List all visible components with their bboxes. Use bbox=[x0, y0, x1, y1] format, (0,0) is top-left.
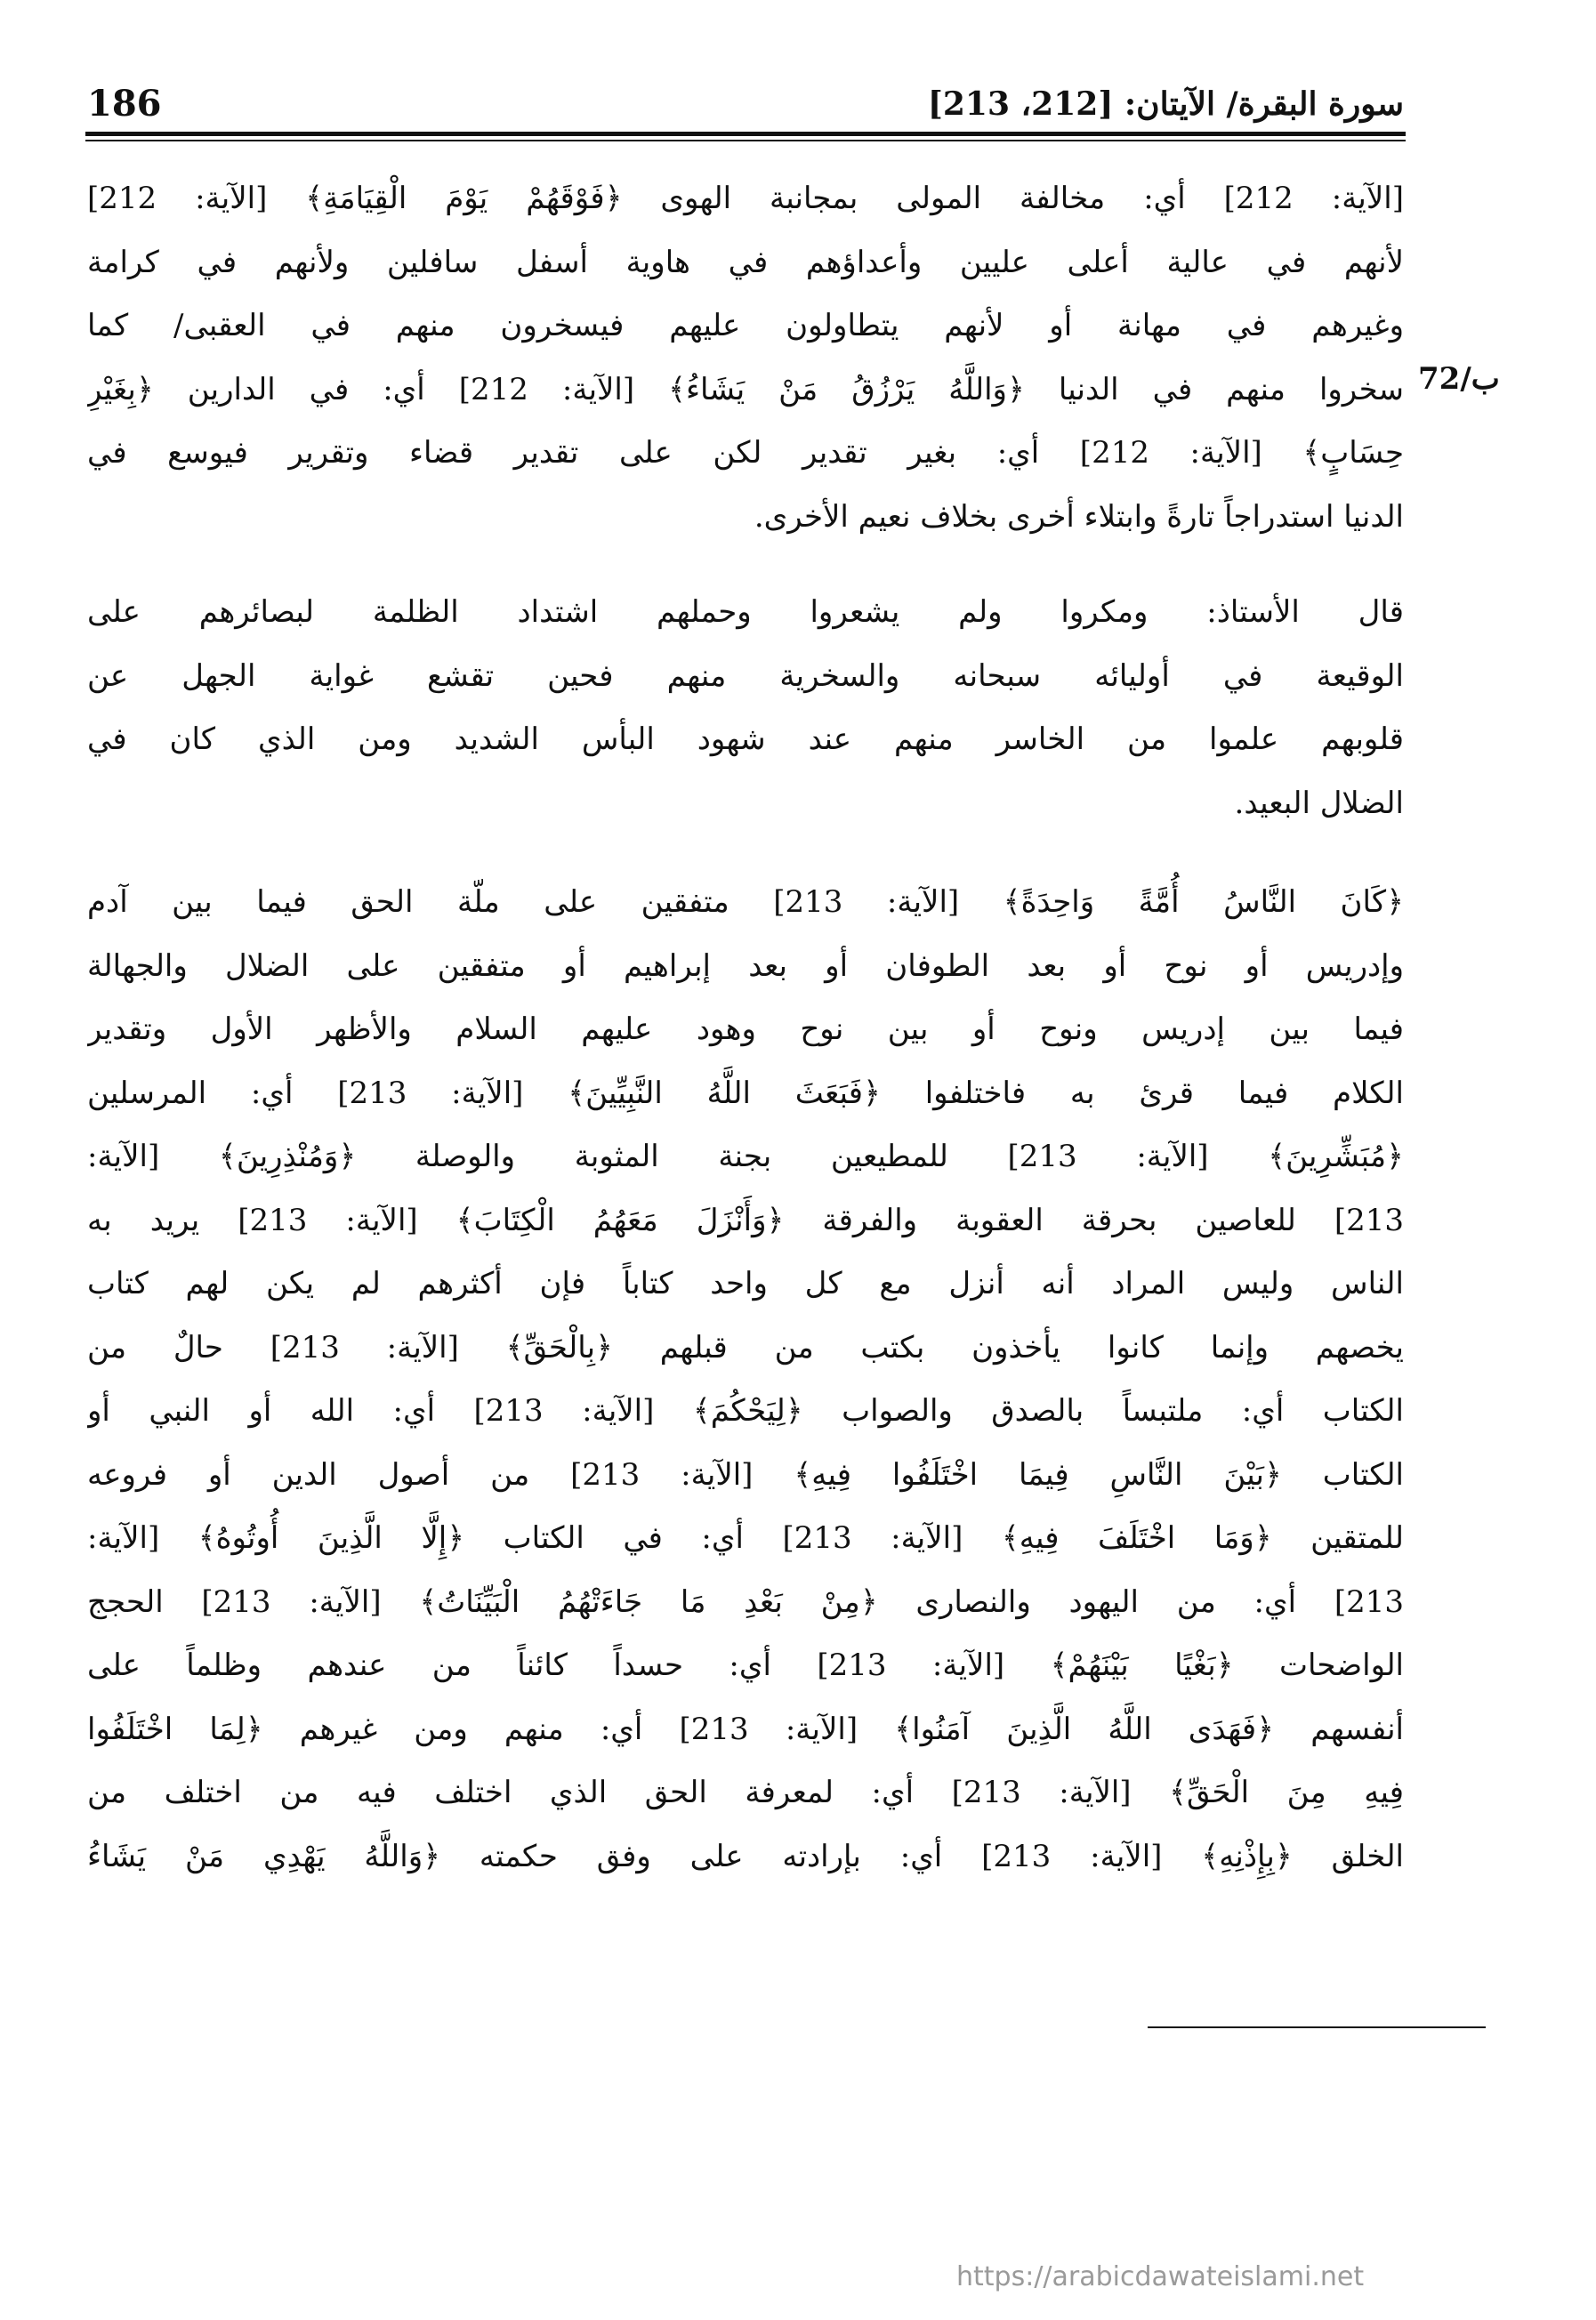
text-line: الكتاب أي: ملتبساً بالصدق والصواب ﴿لِيَحْكُمَ﴾ [الآية: 213] أي: الله أو النبي أو bbox=[87, 1393, 1404, 1429]
text-line: الدنيا استدراجاً تارةً وابتلاء أخرى بخلاف نعيم الأخرى. bbox=[754, 498, 1404, 535]
text-line: يخصهم وإنما كانوا يأخذون بكتب من قبلهم ﴿بِالْحَقِّ﴾ [الآية: 213] حالٌ من bbox=[87, 1329, 1404, 1365]
text-line: للمتقين ﴿وَمَا اخْتَلَفَ فِيهِ﴾ [الآية: 213] أي: في الكتاب ﴿إِلَّا الَّذِينَ أُوتُوهُ﴾ [الآية: bbox=[87, 1520, 1404, 1556]
paragraph-1 bbox=[87, 167, 1404, 549]
text-line: الكلام فيما قرئ به فاختلفوا ﴿فَبَعَثَ اللَّهُ النَّبِيِّينَ﴾ [الآية: 213] أي: المرسلين bbox=[87, 1075, 1404, 1111]
text-line: حِسَابٍ﴾ [الآية: 212] أي: بغير تقدير لكن على تقدير قضاء وتقرير فيوسع في bbox=[87, 435, 1404, 471]
text-line: وغيرهم في مهانة أو لأنهم يتطاولون عليهم فيسخرون منهم في العقبى/ كما bbox=[87, 308, 1404, 343]
paragraph-2 bbox=[87, 581, 1404, 835]
running-title: سورة البقرة/ الآيتان: [212، 213] bbox=[927, 85, 1404, 123]
text-line: الضلال البعيد. bbox=[1234, 785, 1404, 821]
text-line: ﴿مُبَشِّرِينَ﴾ [الآية: 213] للمطيعين بجنة المثوبة والوصلة ﴿وَمُنْذِرِينَ﴾ [الآية: bbox=[87, 1139, 1404, 1174]
text-line: قال الأستاذ: ومكروا ولم يشعروا وحملهم اشتداد الظلمة لبصائرهم على bbox=[87, 594, 1404, 630]
text-line: 213] أي: من اليهود والنصارى ﴿مِنْ بَعْدِ مَا جَاءَتْهُمُ الْبَيِّنَاتُ﴾ [الآية: 213] الحجج bbox=[87, 1583, 1404, 1620]
text-line: قلوبهم علموا من الخاسر منهم عند شهود البأس الشديد ومن الذي كان في bbox=[87, 721, 1404, 757]
text-line: فِيهِ مِنَ الْحَقِّ﴾ [الآية: 213] أي: لمعرفة الحق الذي اختلف فيه من اختلف من bbox=[87, 1775, 1404, 1810]
text-line: أنفسهم ﴿فَهَدَى اللَّهُ الَّذِينَ آمَنُوا﴾ [الآية: 213] أي: منهم ومن غيرهم ﴿لِمَا اخْتَلَفُوا bbox=[87, 1711, 1404, 1747]
text-line: الواضحات ﴿بَغْيًا بَيْنَهُمْ﴾ [الآية: 213] أي: حسداً كائناً من عندهم وظلماً على bbox=[87, 1647, 1404, 1683]
text-line: سخروا منهم في الدنيا ﴿وَاللَّهُ يَرْزُقُ مَنْ يَشَاءُ﴾ [الآية: 212] أي: في الدارين ﴿بِغَيْرِ bbox=[87, 371, 1404, 407]
margin-folio-note: 72/ب bbox=[1418, 361, 1500, 397]
text-line: ﴿كَانَ النَّاسُ أُمَّةً وَاحِدَةً﴾ [الآية: 213] متفقين على ملّة الحق فيما بين آدم bbox=[87, 884, 1404, 920]
text-line: وإدريس أو نوح أو بعد الطوفان أو بعد إبراهيم أو متفقين على الضلال والجهالة bbox=[87, 947, 1404, 984]
watermark-url: https://arabicdawateislami.net bbox=[956, 2261, 1365, 2292]
page-header bbox=[87, 82, 1404, 126]
main-text bbox=[87, 167, 1404, 1889]
page-number: 186 bbox=[87, 83, 162, 125]
text-line: الوقيعة في أوليائه سبحانه والسخرية منهم فحين تقشع غواية الجهل عن bbox=[87, 657, 1404, 694]
text-line: الناس وليس المراد أنه أنزل مع كل واحد كتاباً فإن أكثرهم لم يكن لهم كتاب bbox=[87, 1266, 1404, 1301]
text-line: فيما بين إدريس ونوح أو بين نوح وهود عليهم السلام والأظهر الأول وتقدير bbox=[87, 1011, 1404, 1047]
text-line: [الآية: 212] أي: مخالفة المولى بمجانبة الهوى ﴿فَوْقَهُمْ يَوْمَ الْقِيَامَةِ﴾ [الآية: 212] bbox=[87, 181, 1404, 216]
paragraph-gap bbox=[87, 835, 1404, 871]
text-line: الكتاب ﴿بَيْنَ النَّاسِ فِيمَا اخْتَلَفُوا فِيهِ﴾ [الآية: 213] من أصول الدين أو فروعه bbox=[87, 1456, 1404, 1493]
paragraph-gap bbox=[87, 549, 1404, 581]
footnote-rule bbox=[1148, 2026, 1486, 2028]
header-rule-thick bbox=[85, 132, 1406, 136]
text-line: 213] للعاصين بحرقة العقوبة والفرقة ﴿وَأَنْزَلَ مَعَهُمُ الْكِتَابَ﴾ [الآية: 213] يريد به bbox=[87, 1202, 1404, 1238]
text-line: الخلق ﴿بِإِذْنِهِ﴾ [الآية: 213] أي: بإرادته على وفق حكمته ﴿وَاللَّهُ يَهْدِي مَنْ يَشَاءُ bbox=[87, 1838, 1404, 1874]
text-line: لأنهم في عالية أعلى عليين وأعداؤهم في هاوية أسفل سافلين ولأنهم في كرامة bbox=[87, 244, 1404, 280]
paragraph-3 bbox=[87, 871, 1404, 1889]
header-rule-thin bbox=[85, 140, 1406, 141]
